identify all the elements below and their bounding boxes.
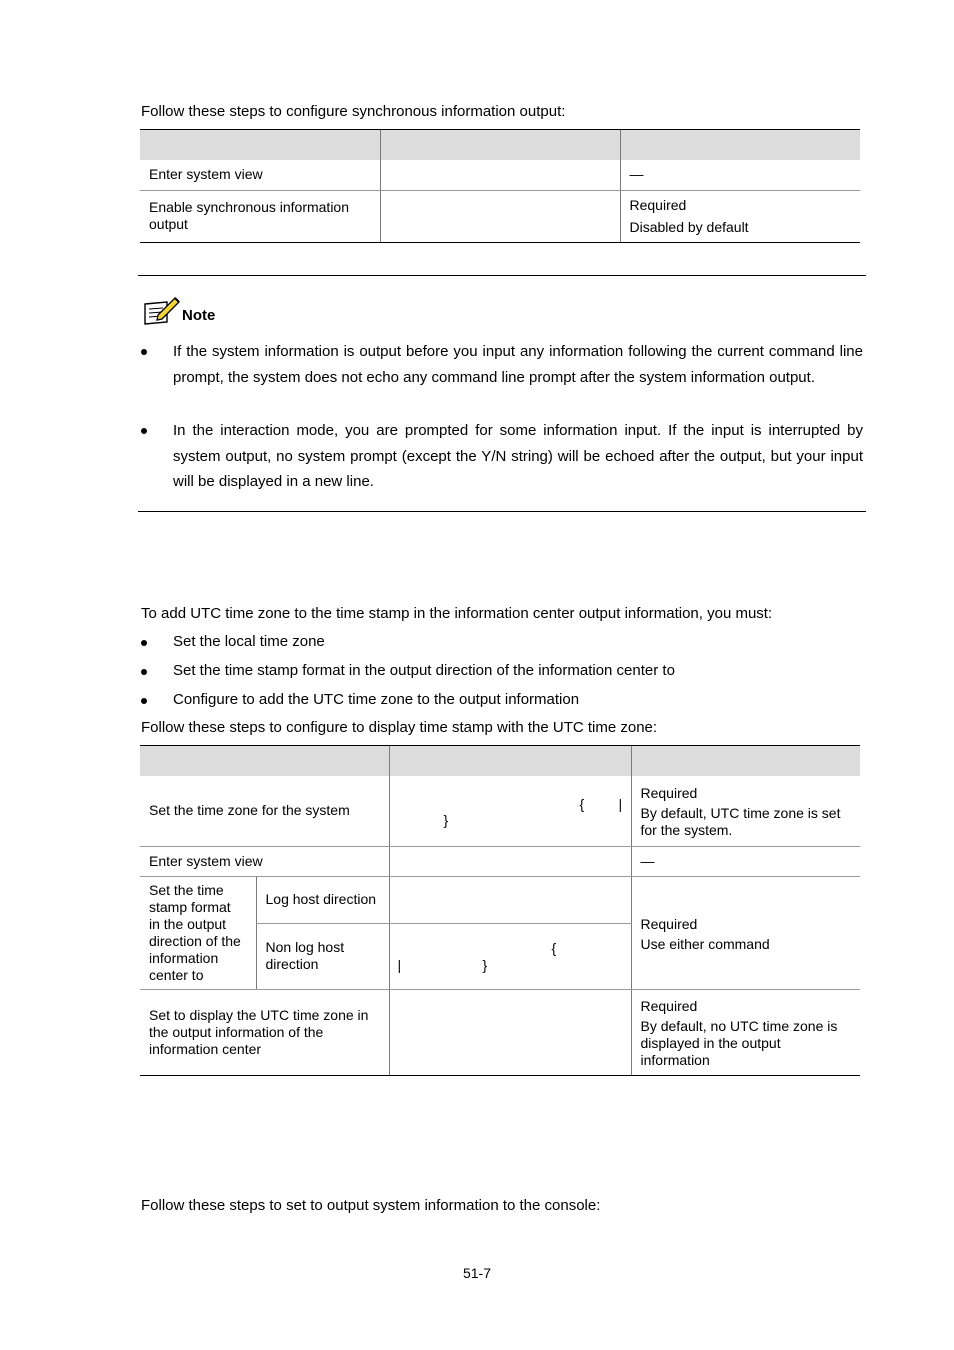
utc-intro: To add UTC time zone to the time stamp in the information center output information, you must: [141,605,773,622]
table-row [140,846,860,876]
table-header-row [140,746,860,777]
remarks-cell: Required By default, no UTC time zone is displayed in the output information [631,989,860,1075]
page-number: 51-7 [462,1265,492,1281]
remarks-cell: Required Use either command [631,876,860,989]
table-row [140,776,860,846]
command-cell [380,160,620,190]
remarks-cell: — [620,160,860,190]
console-intro: Follow these steps to set to output system information to the console: [141,1197,601,1214]
operation-cell: Set the time zone for the system [140,776,389,846]
bullet-icon [141,669,147,675]
command-cell: { | } [389,776,631,846]
list-item: Set the time stamp format in the output direction of the information center to [141,661,675,681]
list-item: In the interaction mode, you are prompted for some information input. If the input is interrupted by system output, no system prompt (except the Y/N string) will be echoed after the output, but your input will be displayed in a new line. [141,418,863,495]
operation-cell: Enable synchronous information output [140,190,380,242]
command-cell [380,190,620,242]
note-bottom-rule [138,511,866,512]
command-cell: { | } [389,923,631,989]
bullet-icon [141,349,147,355]
bullet-icon [141,698,147,704]
list-item: Set the local time zone [141,632,325,652]
remarks-cell: Required Disabled by default [620,190,860,242]
table-row [140,190,860,242]
bullet-icon [141,428,147,434]
sync-output-table [140,129,860,243]
sub-operation-cell: Non log host direction [256,923,389,989]
table-header-row [140,130,860,161]
command-cell [389,876,631,923]
table-row [140,989,860,1075]
operation-cell: Enter system view [140,160,380,190]
operation-cell: Set the time stamp format in the output direction of the information center to [140,876,256,989]
operation-cell: Enter system view [140,846,389,876]
intro-text: Follow these steps to configure synchronous information output: [141,103,566,120]
table-row [140,876,860,923]
operation-cell: Set to display the UTC time zone in the output information of the information center [140,989,389,1075]
command-cell [389,846,631,876]
remarks-cell: — [631,846,860,876]
note-pencil-icon [141,294,181,326]
bullet-icon [141,640,147,646]
utc-timestamp-table [140,745,860,1076]
note-top-rule [138,275,866,276]
list-item: Configure to add the UTC time zone to the output information [141,690,579,710]
sub-operation-cell: Log host direction [256,876,389,923]
note-title: Note [182,307,216,324]
command-cell [389,989,631,1075]
utc-steps-intro: Follow these steps to configure to display time stamp with the UTC time zone: [141,719,658,736]
remarks-cell: Required By default, UTC time zone is set for the system. [631,776,860,846]
table-row [140,160,860,190]
list-item: If the system information is output before you input any information following the current command line prompt, the system does not echo any command line prompt after the system information output. [141,339,863,390]
